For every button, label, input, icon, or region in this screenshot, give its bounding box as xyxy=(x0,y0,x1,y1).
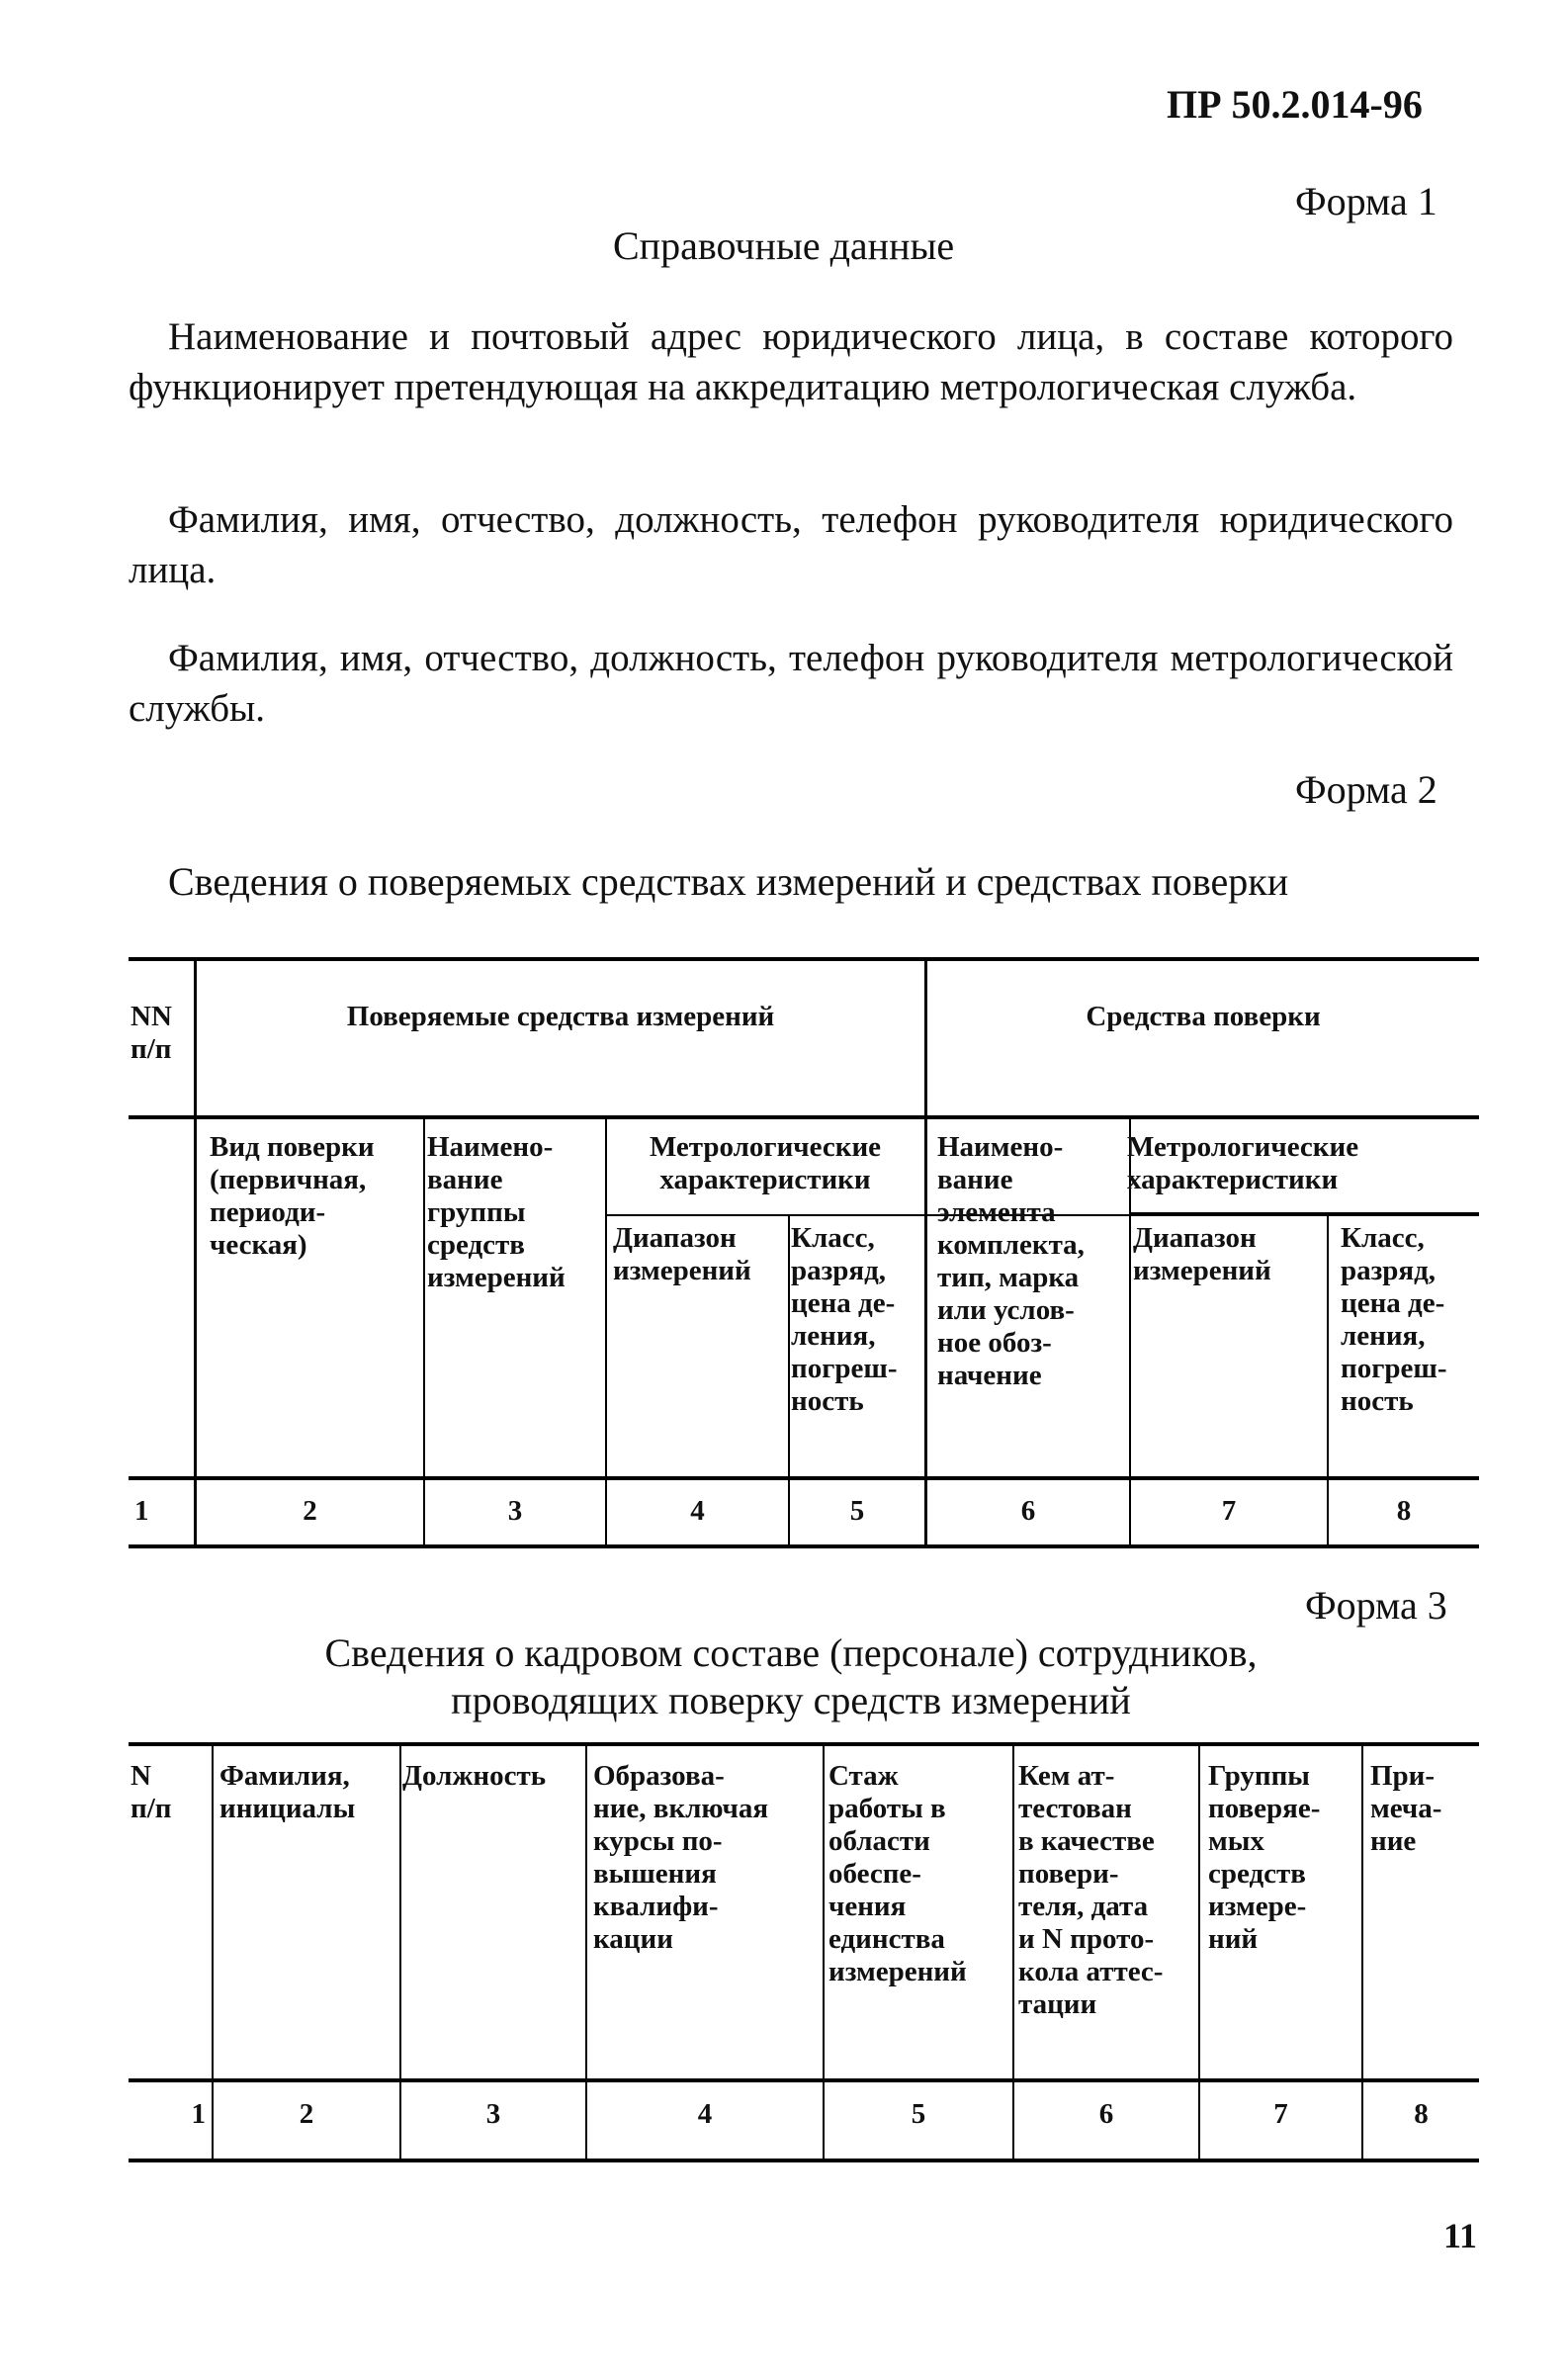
form3-number-6: 6 xyxy=(1098,2098,1114,2130)
form3-number-7: 7 xyxy=(1273,2098,1288,2130)
form2-header-group-measured: Поверяемые средства измерений xyxy=(346,1001,775,1032)
form2-header-range-1: Диапазон измерений xyxy=(613,1222,751,1286)
form2-header-range-2: Диапазон измерений xyxy=(1133,1222,1271,1286)
form1-paragraph-1: Наименование и почтовый адрес юридического лица, в составе которого функционирует претендующая на аккредитацию метрологическая служба. xyxy=(129,315,1453,408)
form1-label: Форма 1 xyxy=(1295,179,1437,223)
form2-header-group-verification: Средства поверки xyxy=(1086,1001,1321,1032)
form2-number-3: 3 xyxy=(507,1495,523,1527)
form2-number-2: 2 xyxy=(303,1495,317,1527)
form2-number-1: 1 xyxy=(134,1495,149,1527)
form2-title: Сведения о поверяемых средствах измерений и средствах поверки xyxy=(168,859,1289,904)
form3-number-1: 1 xyxy=(191,2098,206,2130)
form3-header-note: При- меча- ние xyxy=(1370,1760,1442,1857)
form2-number-4: 4 xyxy=(690,1495,705,1527)
form3-title-line2: проводящих поверку средств измерений xyxy=(451,1678,1131,1722)
form2-number-5: 5 xyxy=(849,1495,865,1527)
form2-header-class-2: Класс, разряд, цена де- ления, погреш- ность xyxy=(1341,1222,1447,1417)
form3-number-5: 5 xyxy=(911,2098,926,2130)
form2-header-metro-characteristics-1: Метрологические характеристики xyxy=(649,1131,882,1195)
form3-header-name: Фамилия, инициалы xyxy=(219,1760,356,1824)
form3-header-position: Должность xyxy=(402,1760,547,1792)
form2-header-class-1: Класс, разряд, цена де- ления, погреш- ность xyxy=(791,1222,898,1417)
form3-number-2: 2 xyxy=(299,2098,314,2130)
form1-paragraph-3: Фамилия, имя, отчество, должность, телефон руководителя метрологической службы. xyxy=(129,637,1453,730)
form3-number-4: 4 xyxy=(697,2098,713,2130)
form1-title: Справочные данные xyxy=(613,223,955,268)
form3-header-number: N п/п xyxy=(131,1760,172,1824)
form1-paragraph-2: Фамилия, имя, отчество, должность, телефон руководителя юридического лица. xyxy=(129,498,1453,591)
page-number: 11 xyxy=(1443,2216,1478,2255)
form2-header-element-name: Наимено- вание элемента комплекта, тип, марка или услов- ное обоз- начение xyxy=(937,1131,1085,1391)
form2-label: Форма 2 xyxy=(1295,767,1437,812)
form2-header-verification-type: Вид поверки (первичная, периоди- ческая) xyxy=(210,1131,375,1261)
form3-header-instrument-groups: Группы поверяе- мых средств измере- ний xyxy=(1208,1760,1321,1955)
form3-number-8: 8 xyxy=(1414,2098,1429,2130)
form3-title-line1: Сведения о кадровом составе (персонале) сотрудников, xyxy=(324,1631,1258,1675)
form2-number-6: 6 xyxy=(1020,1495,1036,1527)
form3-header-experience: Стаж работы в области обеспе- чения единства измерений xyxy=(828,1760,967,1987)
form2-header-nn: NN п/п xyxy=(131,1001,172,1065)
form3-number-3: 3 xyxy=(485,2098,501,2130)
form2-header-group-name: Наимено- вание группы средств измерений xyxy=(427,1131,566,1293)
form2-header-metro-characteristics-2: Метрологические характеристики xyxy=(1127,1131,1359,1195)
form3-label: Форма 3 xyxy=(1305,1583,1447,1628)
document-number: ПР 50.2.014-96 xyxy=(1167,82,1423,127)
form2-number-7: 7 xyxy=(1221,1495,1237,1527)
form2-number-8: 8 xyxy=(1396,1495,1412,1527)
form3-header-education: Образова- ние, включая курсы по- вышения квалифи- кации xyxy=(593,1760,769,1955)
form3-header-certified-by: Кем ат- тестован в качестве повери- теля, дата и N прото- кола аттес- тации xyxy=(1018,1760,1164,2020)
